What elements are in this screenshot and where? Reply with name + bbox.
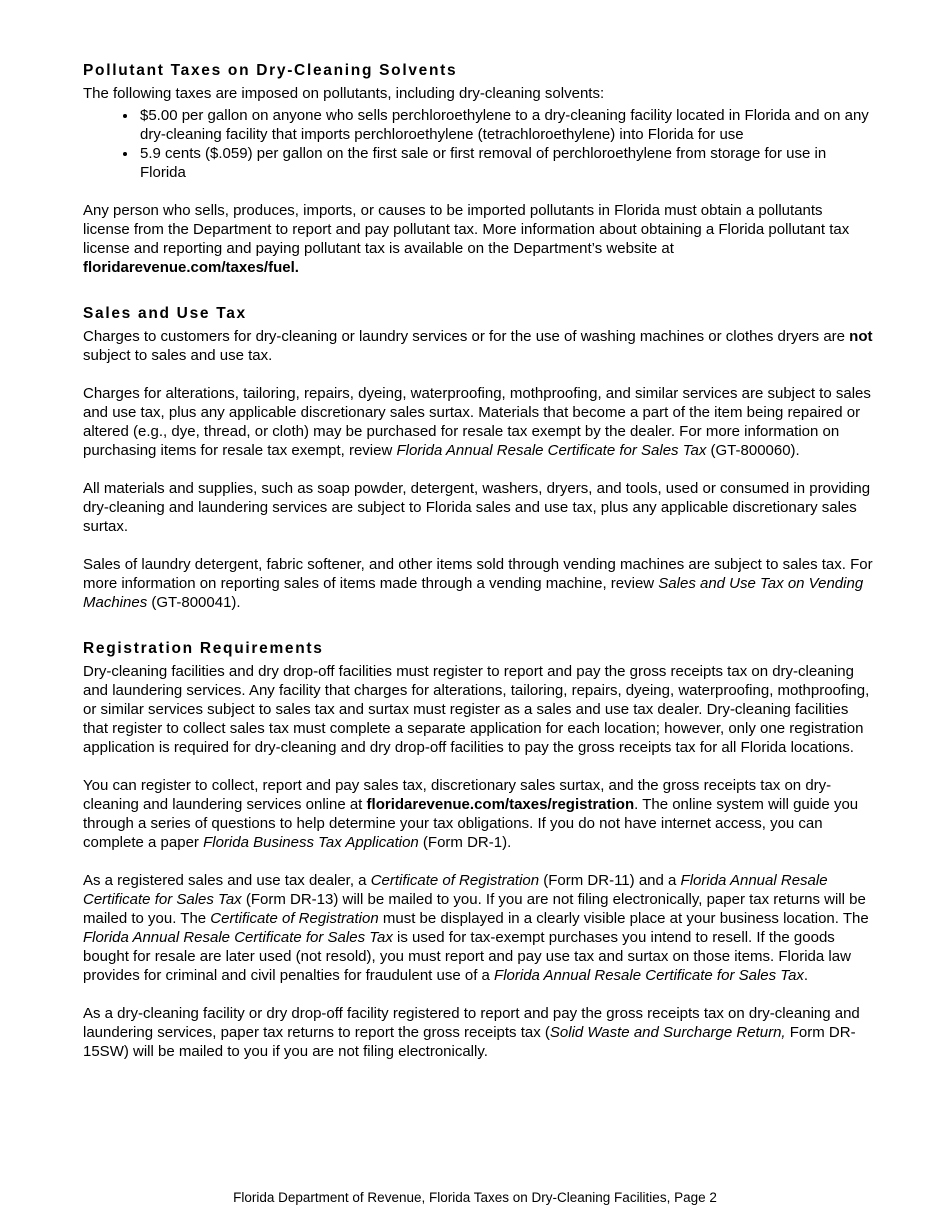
italic-text-run: Florida Annual Resale Certificate for Sales Tax xyxy=(83,872,828,908)
text-run: As a dry-cleaning facility or dry drop-off facility registered to report and pay the gross receipts tax on dry-cleaning and laundering services, paper tax returns to report the gross receipts tax ( xyxy=(83,1005,860,1041)
text-run: Form DR-15SW) will be mailed to you if you are not filing electronically. xyxy=(83,1024,856,1060)
text-run: Sales of laundry detergent, fabric softener, and other items sold through vending machines are subject to sales tax. For more information on reporting sales of items made through a vending machine, review xyxy=(83,556,873,592)
paragraph xyxy=(83,776,873,852)
bullet-list xyxy=(83,106,873,182)
italic-text-run: Certificate of Registration xyxy=(370,872,540,889)
bold-text-run: floridarevenue.com/taxes/registration xyxy=(366,796,635,813)
bullet-item xyxy=(138,106,873,144)
text-run: (Form DR-11) and a xyxy=(539,872,681,889)
text-run: (Form DR-13) will be mailed to you. If you are not filing electronically, paper tax returns will be mailed to you. The xyxy=(83,891,866,927)
text-run: You can register to collect, report and pay sales tax, discretionary sales surtax, and the gross receipts tax on dry-cleaning and laundering services online at xyxy=(83,777,832,813)
paragraph xyxy=(83,384,873,460)
text-run: (GT-800041). xyxy=(147,594,241,611)
text-run: . The online system will guide you through a series of questions to help determine your tax obligations. If you do not have internet access, you can complete a paper xyxy=(83,796,859,851)
text-run: Charges to customers for dry-cleaning or laundry services or for the use of washing machines or clothes dryers are xyxy=(83,328,850,345)
paragraph xyxy=(83,201,873,277)
section-heading: Pollutant Taxes on Dry-Cleaning Solvents xyxy=(83,62,458,79)
bullet-item xyxy=(138,144,873,182)
italic-text-run: Certificate of Registration xyxy=(210,910,379,927)
text-run: Any person who sells, produces, imports, or causes to be imported pollutants in Florida must obtain a pollutants license from the Department to report and pay pollutant tax. More information about obtaining a Florida pollutant tax license and reporting and paying pollutant tax is available on the Department’s website at xyxy=(83,202,850,257)
document-content xyxy=(83,60,873,1080)
bold-text-run: not xyxy=(849,328,873,345)
text-run: must be displayed in a clearly visible place at your business location. The xyxy=(378,910,869,927)
italic-text-run: Florida Annual Resale Certificate for Sales Tax xyxy=(494,967,804,984)
text-run: 5.9 cents ($.059) per gallon on the first sale or first removal of perchloroethylene from storage for use in Florida xyxy=(140,145,827,181)
paragraph xyxy=(83,84,873,103)
paragraph xyxy=(83,1004,873,1061)
italic-text-run: Sales and Use Tax on Vending Machines xyxy=(83,575,864,611)
text-run: Dry-cleaning facilities and dry drop-off facilities must register to report and pay the gross receipts tax on dry-cleaning and laundering services. Any facility that charges for alterations, tailoring, repairs, dyeing, waterproofing, mothproofing, or similar services subject to sales tax and surtax must register as a sales and use tax dealer. Dry-cleaning facilities that register to collect sales tax must complete a separate application for each location; however, only one registration application is required for dry-cleaning and dry drop-off facilities to pay the gross receipts tax for all Florida locations. xyxy=(83,663,870,756)
italic-text-run: Florida Business Tax Application xyxy=(203,834,419,851)
text-run: subject to sales and use tax. xyxy=(83,347,273,364)
bold-text-run: floridarevenue.com/taxes/fuel. xyxy=(83,259,299,276)
section-heading: Registration Requirements xyxy=(83,640,324,657)
italic-text-run: Florida Annual Resale Certificate for Sales Tax xyxy=(396,442,707,459)
text-run: As a registered sales and use tax dealer, a xyxy=(83,872,371,889)
paragraph xyxy=(83,327,873,365)
italic-text-run: Solid Waste and Surcharge Return, xyxy=(549,1024,786,1041)
italic-text-run: Florida Annual Resale Certificate for Sales Tax xyxy=(83,929,393,946)
text-run: . xyxy=(803,967,809,984)
paragraph xyxy=(83,479,873,536)
text-run: is used for tax-exempt purchases you intend to resell. If the goods bought for resale are later used (not resold), you must report and pay use tax and surtax on those items. Florida law provides for criminal and civil penalties for fraudulent use of a xyxy=(83,929,851,984)
text-run: Charges for alterations, tailoring, repairs, dyeing, waterproofing, mothproofing, and similar services are subject to sales and use tax, plus any applicable discretionary sales surtax. Materials that become a part of the item being repaired or altered (e.g., dye, thread, or cloth) may be purchased for resale tax exempt by the dealer. For more information on purchasing items for resale tax exempt, review xyxy=(83,385,871,459)
text-run: The following taxes are imposed on pollutants, including dry-cleaning solvents: xyxy=(83,85,605,102)
text-run: (GT-800060). xyxy=(706,442,800,459)
page-footer: Florida Department of Revenue, Florida Taxes on Dry-Cleaning Facilities, Page 2 xyxy=(233,1190,717,1205)
section-heading: Sales and Use Tax xyxy=(83,305,247,322)
paragraph xyxy=(83,662,873,757)
paragraph xyxy=(83,555,873,612)
text-run: All materials and supplies, such as soap powder, detergent, washers, dryers, and tools, used or consumed in providing dry-cleaning and laundering services are subject to Florida sales and use tax, plus any applicable discretionary sales surtax. xyxy=(83,480,871,535)
text-run: (Form DR-1). xyxy=(418,834,512,851)
paragraph xyxy=(83,871,873,985)
text-run: $5.00 per gallon on anyone who sells perchloroethylene to a dry-cleaning facility located in Florida and on any dry-cleaning facility that imports perchloroethylene (tetrachloroethylene) into Florida for use xyxy=(140,107,869,143)
